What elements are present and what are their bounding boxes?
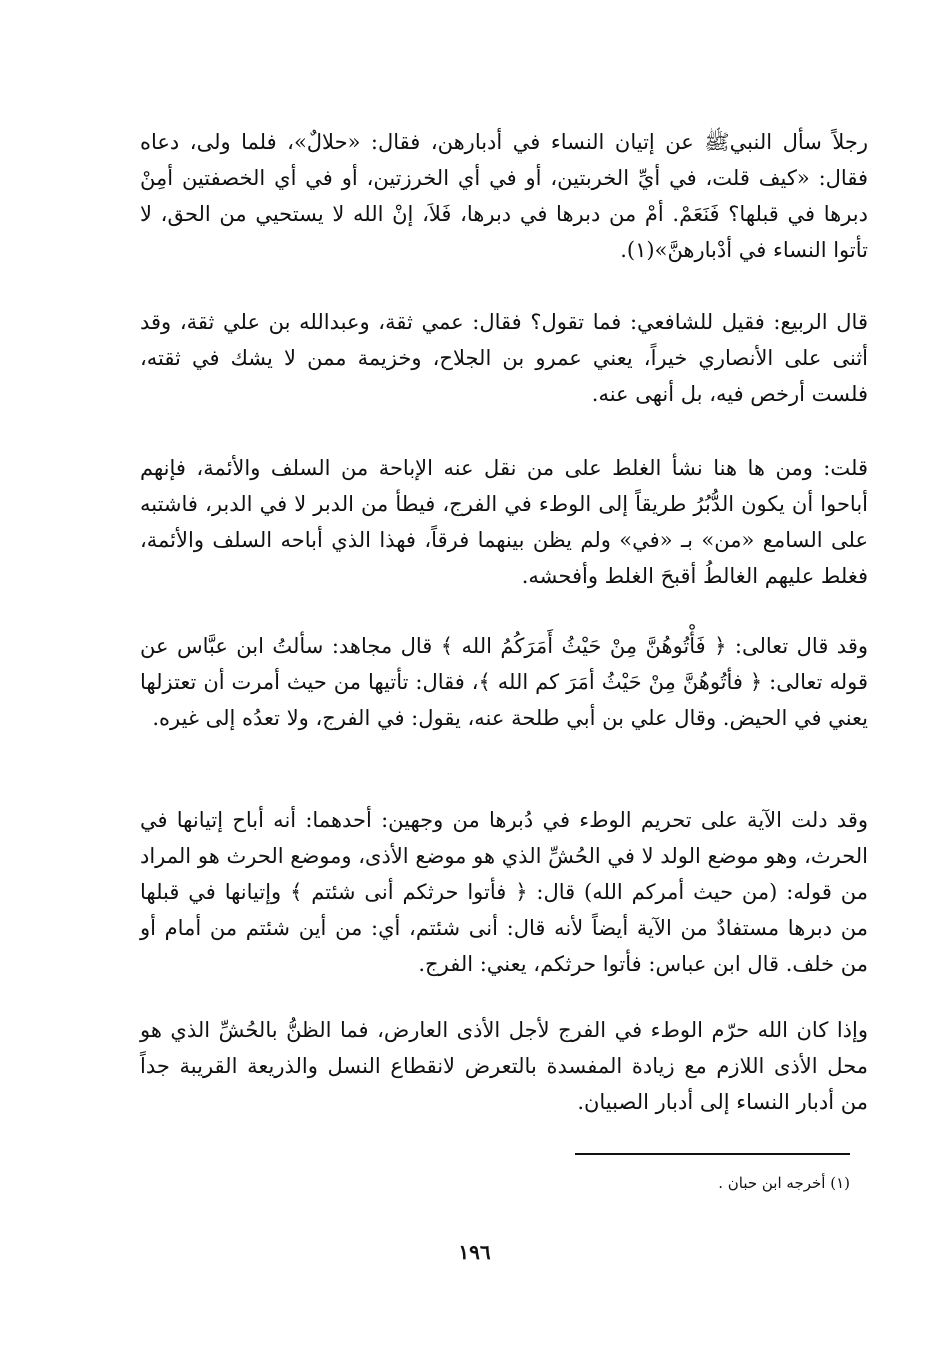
page-number: ١٩٦ — [458, 1240, 491, 1264]
paragraph-6: وإذا كان الله حرّم الوطء في الفرج لأجل الأذى العارض، فما الظنُّ بالحُشِّ الذي هو محل الأذى اللازم مع زيادة المفسدة بالتعرض لانقطاع النسل والذريعة القريبة جداً من أدبار النساء إلى أدبار الصبيان. — [140, 1018, 868, 1114]
paragraph-5: وقد دلت الآية على تحريم الوطء في دُبرها من وجهين: أحدهما: أنه أباح إتيانها في الحرث، وهو موضع الولد لا في الحُشِّ الذي هو موضع الأذى، وموضع الحرث هو المراد من قوله: (من حيث أمركم الله) قال: ﴿ فأتوا حرثكم أنى شئتم ﴾ وإتيانها في قبلها من دبرها مستفادٌ من الآية أيضاً لأنه قال: أنى شئتم، أي: من أين شئتم من أمام أو من خلف. قال ابن عباس: فأتوا حرثكم، يعني: الفرج. — [140, 808, 868, 976]
paragraph-3: قلت: ومن ها هنا نشأ الغلط على من نقل عنه الإباحة من السلف والأئمة، فإنهم أباحوا أن يكون الدُّبُرُ طريقاً إلى الوطء في الفرج، فيطأ من الدبر لا في الدبر، فاشتبه على السامع «من» بـ «في» ولم يظن بينهما فرقاً، فهذا الذي أباحه السلف والأئمة، فغلط عليهم الغالطُ أقبحَ الغلط وأفحشه. — [140, 456, 868, 588]
paragraph-1: رجلاً سأل النبيﷺ عن إتيان النساء في أدبارهن، فقال: «حلالٌ»، فلما ولى، دعاه فقال: «كيف قلت، في أيِّ الخربتين، أو في أي الخرزتين، أو في أي الخصفتين أمِنْ دبرها في قبلها؟ فَنَعَمْ. أمْ من دبرها في دبرها، فَلاَ، إنْ الله لا يستحيي من الحق، لا تأتوا النساء في أدْبارهنَّ»(١). — [140, 130, 868, 262]
footnote: (١) أخرجه ابن حبان . — [718, 1174, 850, 1192]
paragraph-2: قال الربيع: فقيل للشافعي: فما تقول؟ فقال: عمي ثقة، وعبدالله بن علي ثقة، وقد أثنى على الأنصاري خيراً، يعني عمرو بن الجلاح، وخزيمة ممن لا يشك في ثقته، فلست أرخص فيه، بل أنهى عنه. — [140, 310, 868, 406]
paragraph-4: وقد قال تعالى: ﴿ فَأْتُوهُنَّ مِنْ حَيْثُ أَمَرَكُمُ الله ﴾ قال مجاهد: سألتُ ابن عبَّاس عن قوله تعالى: ﴿ فأتُوهُنَّ مِنْ حَيْثُ أمَرَ كم الله ﴾، فقال: تأتيها من حيث أمرت أن تعتزلها يعني في الحيض. وقال علي بن أبي طلحة عنه، يقول: في الفرج، ولا تعدُه إلى غيره. — [140, 634, 868, 730]
footnote-divider — [575, 1153, 850, 1155]
